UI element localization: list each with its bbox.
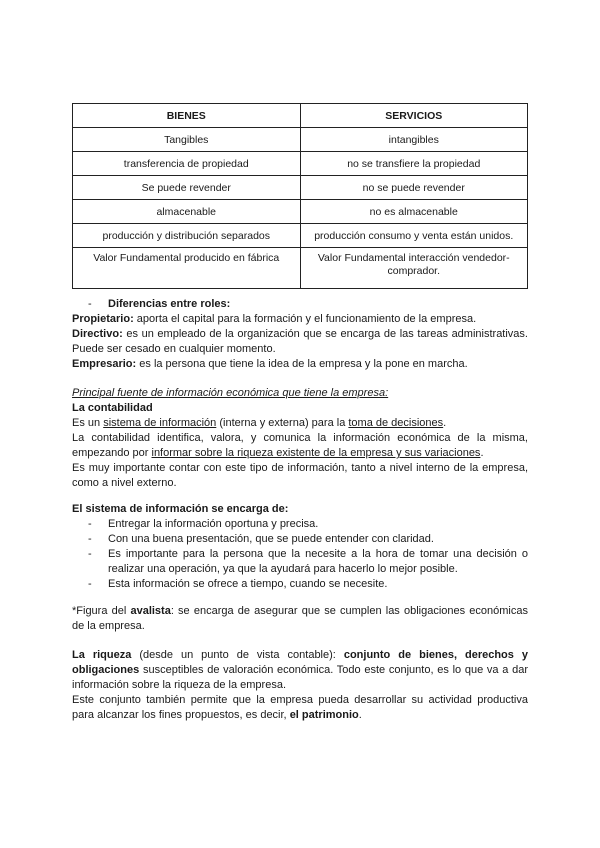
- list-item-text: Esta información se ofrece a tiempo, cuando se necesite.: [108, 578, 388, 590]
- table-cell: producción consumo y venta están unidos.: [300, 224, 528, 248]
- table-cell: no se transfiere la propiedad: [300, 152, 528, 176]
- list-item-text: Es importante para la persona que la necesite a la hora de tomar una decisión o realizar una operación, ya que la ayudará para hacerlo lo mejor posible.: [108, 548, 528, 575]
- avalista-term: avalista: [130, 605, 171, 617]
- table-cell: producción y distribución separados: [73, 224, 301, 248]
- avalista-paragraph: [72, 604, 528, 634]
- dash-marker: -: [88, 578, 92, 590]
- text-run: *Figura del: [72, 605, 131, 617]
- dash-marker: -: [88, 548, 92, 560]
- text-run: .: [443, 417, 447, 429]
- directivo-label: Directivo:: [72, 328, 123, 340]
- list-item: [72, 547, 528, 577]
- dash-marker: -: [88, 298, 92, 310]
- table-cell: no se puede revender: [300, 176, 528, 200]
- contabilidad-p2: [72, 431, 528, 461]
- header-bienes: BIENES: [73, 104, 301, 128]
- text-run-underlined: toma de decisiones: [348, 417, 444, 429]
- text-run: : se encarga de asegurar que se cumplen las obligaciones económicas de la empresa.: [72, 605, 528, 632]
- contabilidad-intro: Principal fuente de información económica que tiene la empresa:: [72, 387, 389, 399]
- table-cell: transferencia de propiedad: [73, 152, 301, 176]
- text-run: (interna y externa) para la: [216, 417, 349, 429]
- sistema-title: El sistema de información se encarga de:: [72, 503, 289, 515]
- header-servicios: SERVICIOS: [300, 104, 528, 128]
- roles-title-row: [72, 297, 528, 312]
- propietario-paragraph: [72, 312, 528, 327]
- list-item: [72, 532, 528, 547]
- empresario-label: Empresario:: [72, 358, 137, 370]
- patrimonio-term: el patrimonio: [289, 709, 359, 721]
- riqueza-p2: [72, 693, 528, 723]
- text-run: (desde un punto de vista contable):: [131, 649, 344, 661]
- riqueza-p1: [72, 648, 528, 693]
- table-cell: no es almacenable: [300, 200, 528, 224]
- text-run: .: [480, 447, 484, 459]
- list-item: [72, 577, 528, 592]
- text-run: Es un: [72, 417, 104, 429]
- list-item: [72, 517, 528, 532]
- propietario-text: aporta el capital para la formación y el funcionamiento de la empresa.: [136, 313, 477, 325]
- contabilidad-p1: [72, 416, 528, 431]
- sistema-section: [72, 502, 528, 592]
- table-cell: Se puede revender: [73, 176, 301, 200]
- directivo-text: es un empleado de la organización que se encarga de las tareas administrativas. Puede ser cesado en cualquier momento.: [72, 328, 528, 355]
- table-row: [73, 224, 528, 248]
- directivo-paragraph: [72, 327, 528, 357]
- contabilidad-p3: Es muy importante contar con este tipo de información, tanto a nivel interno de la empresa, como a nivel externo.: [72, 462, 528, 489]
- bienes-servicios-table: [72, 103, 528, 289]
- riqueza-section: [72, 648, 528, 723]
- roles-title: Diferencias entre roles:: [108, 298, 231, 310]
- table-cell: almacenable: [73, 200, 301, 224]
- propietario-label: Propietario:: [72, 313, 134, 325]
- contabilidad-title: La contabilidad: [72, 402, 153, 414]
- table-row: [73, 248, 528, 289]
- table-row: [73, 152, 528, 176]
- riqueza-definition: conjunto de bienes, derechos y obligaciones: [72, 649, 529, 676]
- table-cell: Tangibles: [73, 128, 301, 152]
- list-item-text: Entregar la información oportuna y precisa.: [108, 518, 319, 530]
- roles-section: [72, 297, 528, 372]
- text-run-underlined: sistema de información: [103, 417, 217, 429]
- dash-marker: -: [88, 533, 92, 545]
- empresario-text: es la persona que tiene la idea de la empresa y la pone en marcha.: [139, 358, 468, 370]
- dash-marker: -: [88, 518, 92, 530]
- table-header-row: [73, 104, 528, 128]
- table-row: [73, 176, 528, 200]
- text-run: Este conjunto también permite que la empresa pueda desarrollar su actividad productiva para alcanzar los fines propuestos, es decir,: [72, 694, 528, 721]
- riqueza-label: La riqueza: [72, 649, 132, 661]
- text-run: .: [358, 709, 362, 721]
- text-run: La contabilidad identifica, valora, y comunica la información económica de la misma, empezando por: [72, 432, 528, 459]
- list-item-text: Con una buena presentación, que se puede entender con claridad.: [108, 533, 434, 545]
- table-cell: Valor Fundamental interacción vendedor-comprador.: [300, 248, 528, 289]
- table-row: [73, 200, 528, 224]
- table-cell: Valor Fundamental producido en fábrica: [73, 248, 301, 289]
- table-cell: intangibles: [300, 128, 528, 152]
- text-run: susceptibles de valoración económica. Todo este conjunto, es lo que va a dar información sobre la riqueza de la empresa.: [72, 664, 528, 691]
- empresario-paragraph: [72, 357, 528, 372]
- table-row: [73, 128, 528, 152]
- contabilidad-section: [72, 386, 528, 491]
- text-run-underlined: informar sobre la riqueza existente de la empresa y sus variaciones: [151, 447, 481, 459]
